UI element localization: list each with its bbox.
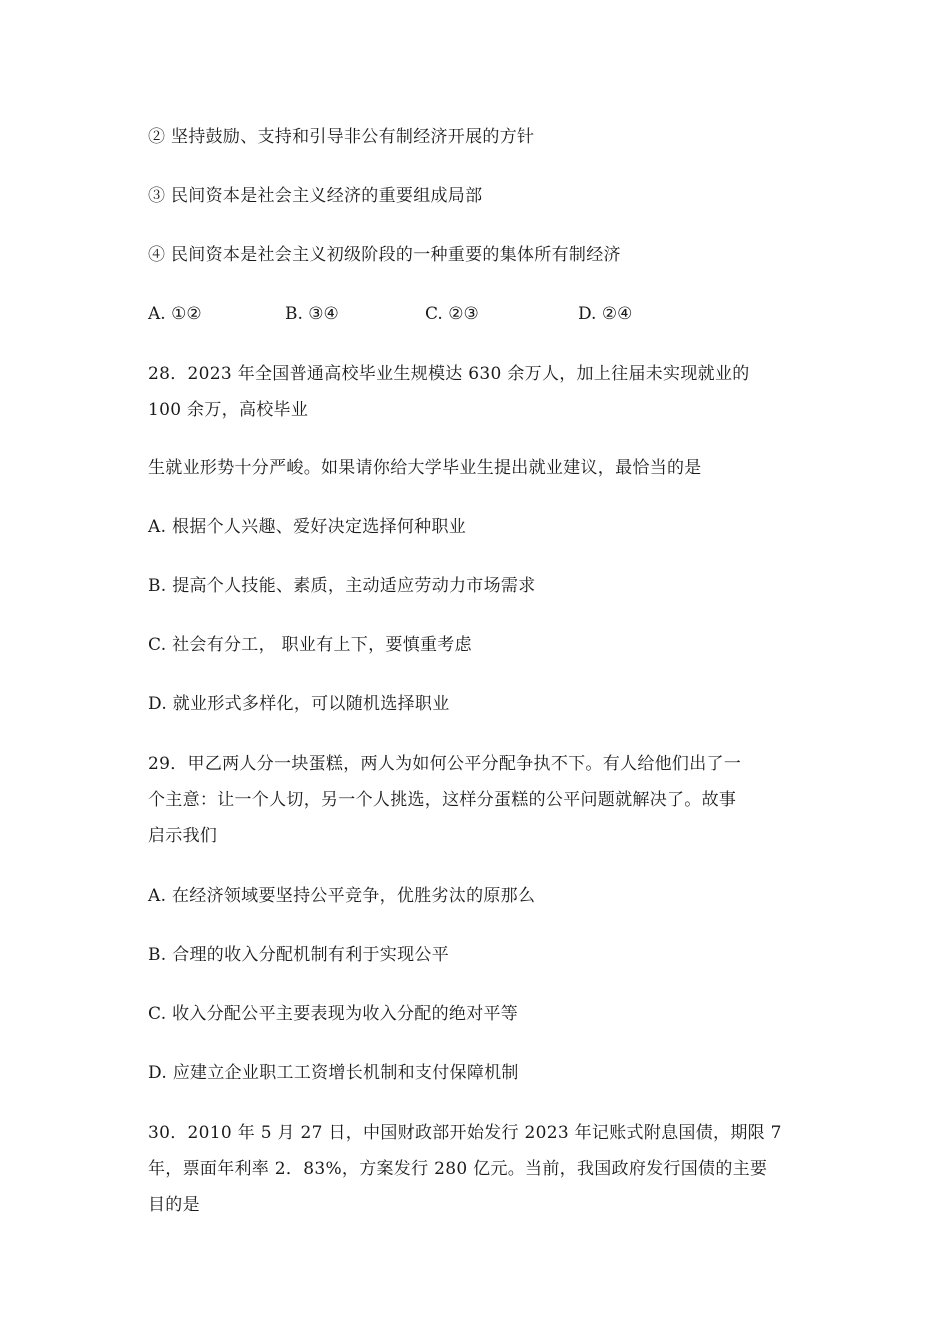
q30-stem-line-2: 年，票面年利率 2．83%，方案发行 280 亿元。当前，我国政府发行国债的主要: [148, 1159, 768, 1179]
q29-option-a: A. 在经济领域要坚持公平竞争，优胜劣汰的原那么: [148, 886, 536, 906]
q28-option-b: B. 提高个人技能、素质，主动适应劳动力市场需求: [148, 576, 536, 596]
q28-option-a: A. 根据个人兴趣、爱好决定选择何种职业: [148, 517, 467, 537]
q29-option-c: C. 收入分配公平主要表现为收入分配的绝对平等: [148, 1004, 519, 1024]
q27-item-3: ③ 民间资本是社会主义经济的重要组成局部: [148, 186, 483, 206]
q29-stem-line-3: 启示我们: [148, 826, 218, 846]
q28-stem-line-3: 生就业形势十分严峻。如果请你给大学毕业生提出就业建议，最恰当的是: [148, 458, 702, 478]
q29-stem-line-2: 个主意：让一个人切，另一个人挑选，这样分蛋糕的公平问题就解决了。故事: [148, 790, 737, 810]
q28-stem-line-2: 100 余万，高校毕业: [148, 400, 309, 420]
q28-option-d: D. 就业形式多样化，可以随机选择职业: [148, 694, 450, 714]
q27-item-2: ② 坚持鼓励、支持和引导非公有制经济开展的方针: [148, 127, 535, 147]
q27-item-4: ④ 民间资本是社会主义初级阶段的一种重要的集体所有制经济: [148, 245, 621, 265]
q28-stem-line-1: 28．2023 年全国普通高校毕业生规模达 630 余万人，加上往届未实现就业的: [148, 364, 750, 384]
q29-option-b: B. 合理的收入分配机制有利于实现公平: [148, 945, 449, 965]
q28-option-c: C. 社会有分工， 职业有上下，要慎重考虑: [148, 635, 472, 655]
q29-option-d: D. 应建立企业职工工资增长机制和支付保障机制: [148, 1063, 519, 1083]
q30-stem-line-3: 目的是: [148, 1195, 200, 1215]
q27-option-a: A. ①②: [148, 304, 202, 324]
q30-stem-line-1: 30．2010 年 5 月 27 日，中国财政部开始发行 2023 年记账式附息国债，期限 7: [148, 1123, 782, 1143]
q27-option-b: B. ③④: [285, 304, 339, 324]
q27-option-d: D. ②④: [578, 304, 633, 324]
q27-option-c: C. ②③: [425, 304, 479, 324]
q29-stem-line-1: 29．甲乙两人分一块蛋糕，两人为如何公平分配争执不下。有人给他们出了一: [148, 754, 742, 774]
